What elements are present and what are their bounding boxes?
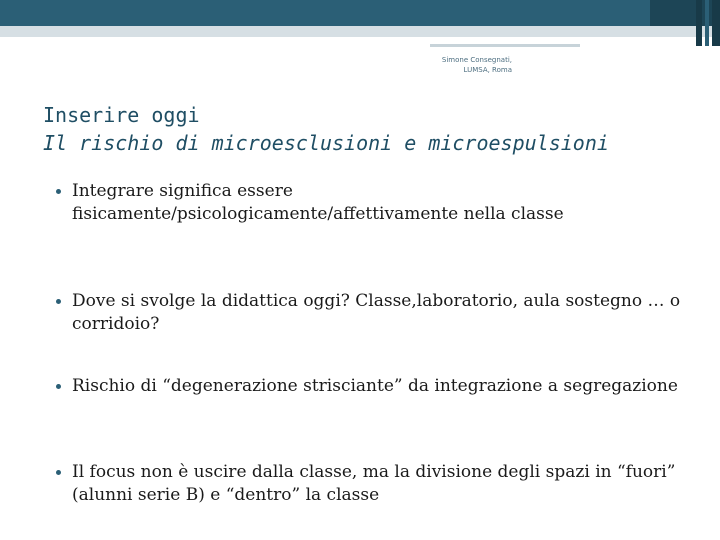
- bullet-item: [56, 461, 682, 507]
- top-banner-segment: [0, 0, 650, 26]
- bullet-text: Dove si svolge la didattica oggi? Classe,laboratorio, aula sostegno … o corridoio?: [72, 291, 681, 334]
- slide-title: [43, 101, 609, 157]
- title-subtitle: Il rischio di microesclusioni e microespulsioni: [43, 131, 609, 155]
- decorative-divider: [430, 44, 580, 47]
- bullet-dot-icon: [56, 189, 61, 194]
- bullet-dot-icon: [56, 470, 61, 475]
- bullet-text: Integrare significa essere fisicamente/psicologicamente/affettivamente nella classe: [72, 181, 564, 224]
- top-banner-segment-dark: [650, 0, 720, 26]
- bullet-item: [56, 375, 682, 398]
- bullet-text: Il focus non è uscire dalla classe, ma la divisione degli spazi in “fuori” (alunni serie B) e “dentro” la classe: [72, 462, 676, 505]
- bullet-item: [56, 290, 682, 336]
- decorative-bar: [696, 0, 702, 46]
- bullet-item: [56, 180, 672, 226]
- bullet-dot-icon: [56, 299, 61, 304]
- title-main: Inserire oggi: [43, 103, 200, 127]
- author-name: Simone Consegnati,: [441, 56, 512, 64]
- decorative-bar: [705, 0, 709, 46]
- author-credit: [442, 55, 512, 75]
- top-banner-light-strip: [0, 26, 720, 37]
- decorative-bar: [712, 0, 720, 46]
- author-affiliation: LUMSA, Roma: [463, 66, 512, 74]
- bullet-dot-icon: [56, 384, 61, 389]
- bullet-text: Rischio di “degenerazione strisciante” da integrazione a segregazione: [72, 376, 678, 396]
